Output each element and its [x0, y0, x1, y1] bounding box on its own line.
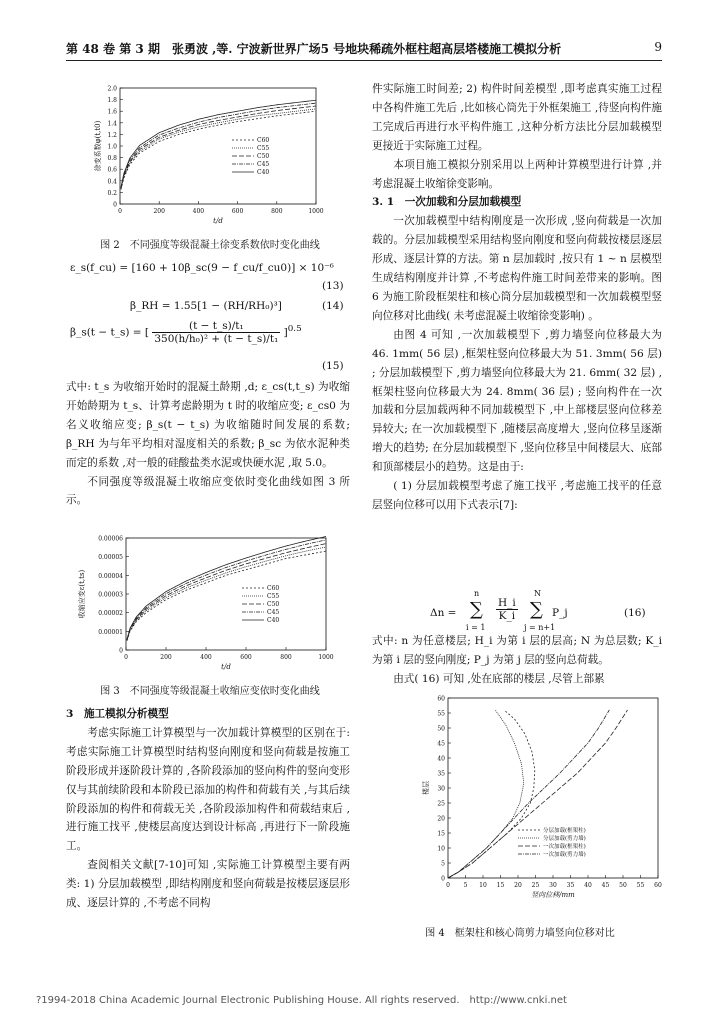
- paragraph-section-3: 考虑实际施工计算模型与一次加载计算模型的区别在于: 考虑实际施工计算模型时结构竖向刚度和竖向荷载是按施工阶段形成并逐阶段计算的 ,各阶段添加的竖向构件的竖向变形仅与其前续阶段和本阶段已添加的构件和荷载有关 ,与其后续阶段添加的构件和荷载无关 ,各阶段添加构件和荷载结束后 ,进行施工找平 ,使楼层高度达到设计标高 ,再进行下一阶段施工。: [66, 726, 350, 853]
- figure-3-caption: 图 3 不同强度等级混凝土收缩应变依时变化曲线: [100, 686, 320, 697]
- paragraph-3-1: 一次加载模型中结构刚度是一次形成 ,竖向荷载是一次加载的。分层加载模型采用结构竖向刚度和竖向荷载按楼层逐层形成、逐层计算的方法。第 n 层加载时 ,按只有 1 ~ n 层模型生成结构刚度并计算 ,不考虑构件施工时间差带来的影响。图 6 为施工阶段框架柱和核心筒分层加载模型和一次加载模型竖向位移对比曲线( 未考虑混凝土收缩徐变影响) 。: [372, 215, 662, 322]
- series-line-5: [121, 100, 316, 187]
- eq16-sum1-upper: n: [474, 589, 480, 598]
- legend-label: 一次加载(框架柱): [543, 844, 586, 850]
- eq16-denominator: K_i: [498, 610, 516, 622]
- series-line-2: [121, 109, 316, 189]
- legend-label: C50: [257, 153, 270, 160]
- x-tick-label: 40: [584, 882, 592, 889]
- legend-label: C40: [257, 169, 270, 176]
- paragraph-refs: 查阅相关文献[7-10]可知 ,实际施工计算模型主要有两类: 1) 分层加载模型 ,即结构刚度和竖向荷载是按楼层逐层形成、逐层计算的 ,不考虑不同构: [66, 859, 350, 910]
- x-tick-label: 1000: [318, 654, 334, 661]
- y-axis-label: 徐变系数φ(t,t0): [94, 120, 102, 172]
- eq15-rhs: ]: [283, 326, 288, 339]
- y-tick-label: 1.4: [107, 120, 117, 128]
- equation-15: [70, 320, 302, 345]
- y-tick-label: 2.0: [107, 85, 117, 93]
- y-tick-label: 1.2: [107, 131, 117, 139]
- series-line-2: [127, 547, 326, 640]
- legend-label: C45: [257, 161, 270, 168]
- paragraph-item-1: ( 1) 分层加载模型考虑了施工找平 ,考虑施工找平的任意层竖向位移可以用下式表示[7]:: [372, 480, 662, 511]
- eq15-lhs: β_s(t − t_s) = [: [70, 326, 150, 339]
- legend-label: 分层加载(框架柱): [543, 828, 586, 834]
- plot-frame: [120, 88, 316, 204]
- x-tick-label: 800: [271, 208, 283, 215]
- y-tick-label: 20: [437, 815, 445, 823]
- series-line-5: [127, 537, 326, 640]
- x-tick-label: 30: [549, 882, 557, 889]
- y-tick-label: 0.00006: [98, 535, 123, 543]
- paragraph-where: 式中: t_s 为收缩开始时的混凝土龄期 ,d; ε_cs(t,t_s) 为收缩开始龄期为 t_s、计算考虑龄期为 t 时的收缩应变; ε_cs0 为名义收缩应变; β_s(t − t_s) 为收缩随时间发展的系数; β_RH 为与年平均相对湿度相关的系数; β_sc 为依水泥种类而定的系数 ,对一般的硅酸盐类水泥或快硬水泥 ,取 5.0。: [66, 381, 350, 469]
- paragraph-eq16: 由式( 16) 可知 ,处在底部的楼层 ,尽管上部累: [393, 672, 605, 685]
- y-tick-label: 0.00003: [98, 591, 123, 599]
- paragraph-where-2: 式中: n 为任意楼层; H_i 为第 i 层的层高; N 为总层数; K_i 为第 i 层的竖向刚度; P_j 为第 j 层的竖向总荷载。: [372, 635, 662, 666]
- y-axis-label: 楼层: [422, 781, 430, 795]
- x-tick-label: 10: [479, 882, 487, 889]
- series-line-1: [121, 111, 316, 189]
- y-tick-label: 0.2: [107, 189, 117, 197]
- eq15-numerator: (t − t_s)/t₁: [152, 320, 280, 333]
- equation-14: β_RH = 1.55[1 − (RH/RH₀)³]: [130, 300, 282, 312]
- x-tick-label: 15: [496, 882, 505, 889]
- eq16-fraction: [496, 597, 518, 622]
- equation-15-number: (15): [322, 360, 344, 372]
- y-tick-label: 60: [437, 695, 445, 703]
- series-line-3: [448, 710, 628, 878]
- legend-label: C50: [267, 601, 280, 608]
- y-tick-label: 0.00004: [98, 572, 123, 580]
- x-tick-label: 5: [463, 882, 468, 889]
- series-line-3: [127, 544, 326, 640]
- legend-label: 一次加载(剪力墙): [543, 852, 586, 858]
- x-tick-label: 200: [153, 208, 165, 215]
- x-axis-label: t/d: [221, 663, 231, 671]
- series-line-2: [448, 710, 524, 878]
- eq16-sum2-upper: N: [534, 589, 541, 598]
- section-3-title: 3 施工模拟分析模型: [66, 708, 169, 720]
- header-rule: [66, 60, 662, 61]
- legend-label: C40: [267, 617, 280, 624]
- x-tick-label: 0: [124, 654, 128, 661]
- legend-label: C55: [257, 145, 270, 152]
- running-header: [66, 40, 662, 57]
- eq16-lhs: Δn =: [430, 607, 457, 619]
- eq16-numerator: H_i: [498, 597, 516, 609]
- x-tick-label: 20: [514, 882, 522, 889]
- x-tick-label: 55: [636, 882, 645, 889]
- legend-label: C55: [267, 593, 280, 600]
- figure-2-chart: [86, 84, 326, 230]
- plot-frame: [448, 698, 658, 878]
- x-axis-label: 竖向位移/mm: [531, 891, 575, 899]
- x-tick-label: 400: [192, 208, 205, 215]
- y-tick-label: 5: [441, 860, 445, 868]
- y-tick-label: 1.8: [107, 97, 117, 105]
- eq15-exponent: 0.5: [287, 324, 302, 334]
- series-line-4: [121, 103, 316, 188]
- left-column-lower: [66, 705, 350, 913]
- x-tick-label: 35: [566, 882, 575, 889]
- x-tick-label: 0: [446, 882, 450, 889]
- legend-label: 分层加载(剪力墙): [543, 836, 586, 842]
- figure-3-chart: [72, 534, 332, 674]
- x-tick-label: 50: [619, 882, 627, 889]
- y-tick-label: 0.00002: [98, 610, 123, 618]
- eq16-term: P_j: [552, 607, 568, 619]
- paragraph-project: 本项目施工模拟分别采用以上两种计算模型进行计算 ,并考虑混凝土收缩徐变影响。: [372, 158, 662, 190]
- y-tick-label: 15: [437, 830, 445, 838]
- x-tick-label: 600: [240, 654, 252, 661]
- x-tick-label: 60: [654, 882, 662, 889]
- sigma-icon: ∑: [470, 599, 483, 620]
- y-tick-label: 0.00001: [98, 628, 123, 636]
- x-tick-label: 45: [601, 882, 610, 889]
- plot-frame: [126, 538, 326, 650]
- right-column-upper: [372, 80, 662, 515]
- x-tick-label: 1000: [308, 208, 324, 215]
- y-tick-label: 0.6: [107, 166, 117, 174]
- eq15-denominator: 350(h/h₀)² + (t − t_s)/t₁: [154, 333, 279, 345]
- y-tick-label: 0: [119, 647, 123, 655]
- y-tick-label: 45: [437, 740, 445, 748]
- equation-14-number: (14): [322, 300, 344, 312]
- left-column-upper: [66, 378, 350, 510]
- y-tick-label: 1.0: [107, 143, 117, 151]
- y-tick-label: 0.8: [107, 155, 117, 163]
- x-tick-label: 800: [280, 654, 292, 661]
- paragraph-continued: 件实际施工时间差; 2) 构件时间差模型 ,即考虑真实施工过程中各构件施工先后 ,比如核心筒先于外框架施工 ,待竖向构件施工完成后再进行水平构件施工 ,这种分析方法比分层加载模型更接近于实际施工过程。: [372, 83, 662, 152]
- page-number: 9: [654, 40, 662, 54]
- section-3-1-title: 3. 1 一次加载和分层加载模型: [372, 196, 522, 209]
- y-tick-label: 1.6: [107, 108, 117, 116]
- y-tick-label: 0.00005: [98, 554, 123, 562]
- header-title: 第 48 卷 第 3 期 张勇波 ,等. 宁波新世界广场5 号地块稀疏外框柱超高层塔楼施工模拟分析: [66, 42, 562, 56]
- x-tick-label: 400: [200, 654, 212, 661]
- figure-4-chart: [418, 692, 664, 902]
- figure-4-caption: 图 4 框架柱和核心筒剪力墙竖向位移对比: [425, 928, 615, 939]
- paragraph-fig4-analysis: 由图 4 可知 ,一次加载模型下 ,剪力墙竖向位移最大为 46. 1mm( 56 层) ,框架柱竖向位移最大为 51. 3mm( 56 层) ; 分层加载模型下 ,剪力墙竖向位移最大为 21. 6mm( 32 层) ,框架柱竖向位移最大为 24. 8mm( 36 层) ; 竖向构件在一次加载和分层加载两种不同加载模型下 ,中上部楼层竖向位移差异较大; 在一次加载模型下 ,随楼层高度增大 ,竖向位移呈逐渐增大的趋势; 在分层加载模型下 ,竖向位移呈中间楼层大、底部和顶部楼层小的趋势。这是由于:: [372, 328, 662, 474]
- y-tick-label: 35: [437, 770, 445, 778]
- right-column-lower: [372, 632, 662, 689]
- legend-label: C60: [267, 585, 280, 592]
- y-tick-label: 55: [437, 710, 445, 718]
- x-tick-label: 0: [118, 208, 122, 215]
- sigma-icon: ∑: [530, 599, 543, 620]
- y-axis-label: 收缩应变ε(t,ts): [78, 569, 86, 619]
- y-tick-label: 25: [437, 800, 445, 808]
- legend-label: C45: [267, 609, 280, 616]
- series-line-4: [127, 540, 326, 640]
- eq16-sum2-lower: j = n+1: [524, 623, 556, 632]
- x-tick-label: 25: [531, 882, 540, 889]
- eq16-sum1-lower: i = 1: [466, 623, 486, 632]
- equation-16-number: (16): [624, 607, 646, 619]
- x-axis-label: t/d: [213, 217, 223, 225]
- y-tick-label: 0: [113, 201, 117, 209]
- y-tick-label: 0: [441, 875, 445, 883]
- x-tick-label: 600: [231, 208, 244, 215]
- y-tick-label: 40: [437, 755, 445, 763]
- paragraph-fig3-intro: 不同强度等级混凝土收缩应变依时变化曲线如图 3 所示。: [66, 475, 350, 507]
- x-tick-label: 200: [160, 654, 172, 661]
- y-tick-label: 50: [437, 725, 445, 733]
- y-tick-label: 10: [437, 845, 445, 853]
- equation-13: ε_s(f_cu) = [160 + 10β_sc(9 − f_cu/f_cu0)] × 10⁻⁶: [70, 262, 334, 274]
- copyright-footer: ?1994-2018 China Academic Journal Electronic Publishing House. All rights reserved. http://www.cnki.net: [36, 995, 567, 1006]
- equation-13-number: (13): [322, 280, 344, 292]
- figure-2-caption: 图 2 不同强度等级混凝土徐变系数依时变化曲线: [100, 240, 320, 251]
- y-tick-label: 0.4: [107, 178, 117, 186]
- eq15-fraction: [152, 320, 280, 345]
- y-tick-label: 30: [437, 785, 445, 793]
- legend-label: C60: [257, 137, 270, 144]
